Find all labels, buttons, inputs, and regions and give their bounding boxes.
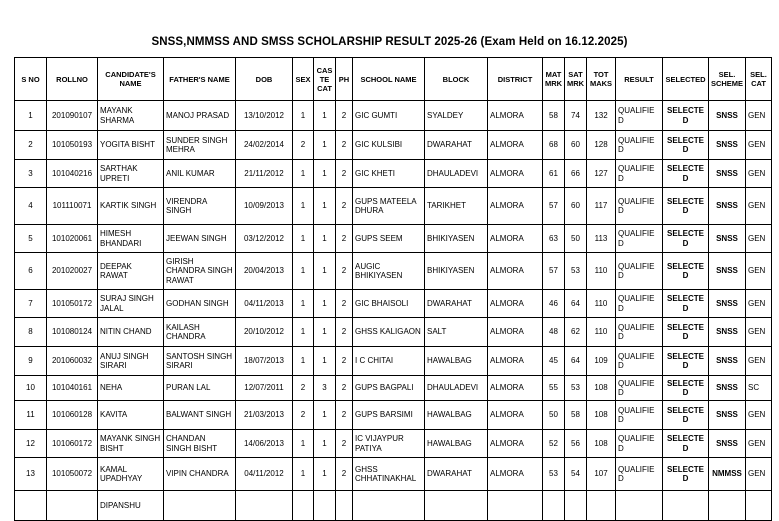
cell-tot_maks: 110: [587, 318, 616, 347]
cell-sno: 9: [15, 347, 47, 376]
cell-candidate_name: KARTIK SINGH: [98, 188, 164, 225]
table-header: [15, 58, 772, 101]
cell-father_name: [164, 491, 236, 521]
cell-district: ALMORA: [488, 376, 543, 401]
cell-mat_mrk: 57: [543, 253, 565, 290]
cell-block: DWARAHAT: [425, 290, 488, 318]
cell-dob: 20/10/2012: [236, 318, 293, 347]
cell-candidate_name: SARTHAK UPRETI: [98, 160, 164, 188]
cell-rollno: 101060128: [47, 401, 98, 430]
cell-sno: 7: [15, 290, 47, 318]
cell-sel_scheme: SNSS: [709, 347, 746, 376]
table-row: [15, 101, 772, 131]
cell-result: QUALIFIED: [616, 430, 663, 458]
cell-caste_cat: [314, 491, 336, 521]
cell-sex: 1: [293, 188, 314, 225]
cell-tot_maks: 127: [587, 160, 616, 188]
cell-sno: 6: [15, 253, 47, 290]
table-row: [15, 160, 772, 188]
cell-district: ALMORA: [488, 318, 543, 347]
cell-sno: 5: [15, 225, 47, 253]
cell-school_name: GUPS SEEM: [353, 225, 425, 253]
cell-sno: 2: [15, 131, 47, 160]
cell-caste_cat: 1: [314, 101, 336, 131]
cell-selected: SELECTED: [663, 101, 709, 131]
cell-candidate_name: SURAJ SINGH JALAL: [98, 290, 164, 318]
cell-school_name: AUGIC BHIKIYASEN: [353, 253, 425, 290]
cell-sex: 1: [293, 290, 314, 318]
cell-selected: SELECTED: [663, 347, 709, 376]
col-header-sat_mrk: SAT MRK: [565, 58, 587, 101]
cell-school_name: GHSS KALIGAON: [353, 318, 425, 347]
cell-mat_mrk: 57: [543, 188, 565, 225]
col-header-sex: SEX: [293, 58, 314, 101]
cell-result: QUALIFIED: [616, 318, 663, 347]
cell-result: QUALIFIED: [616, 225, 663, 253]
col-header-selected: SELECTED: [663, 58, 709, 101]
cell-district: ALMORA: [488, 225, 543, 253]
cell-caste_cat: 1: [314, 290, 336, 318]
cell-result: QUALIFIED: [616, 458, 663, 491]
cell-sel_cat: GEN: [746, 253, 772, 290]
cell-sel_cat: SC: [746, 376, 772, 401]
cell-tot_maks: 110: [587, 253, 616, 290]
cell-rollno: 101020061: [47, 225, 98, 253]
cell-ph: 2: [336, 188, 353, 225]
cell-block: TARIKHET: [425, 188, 488, 225]
cell-sel_scheme: SNSS: [709, 430, 746, 458]
header-row: [15, 58, 772, 101]
cell-rollno: 101110071: [47, 188, 98, 225]
cell-rollno: [47, 491, 98, 521]
cell-caste_cat: 1: [314, 225, 336, 253]
cell-candidate_name: MAYANK SINGH BISHT: [98, 430, 164, 458]
cell-candidate_name: ANUJ SINGH SIRARI: [98, 347, 164, 376]
cell-block: BHIKIYASEN: [425, 253, 488, 290]
table-row: [15, 318, 772, 347]
cell-mat_mrk: 48: [543, 318, 565, 347]
table-row: [15, 401, 772, 430]
cell-sel_cat: [746, 491, 772, 521]
cell-rollno: 101080124: [47, 318, 98, 347]
cell-result: QUALIFIED: [616, 376, 663, 401]
col-header-mat_mrk: MAT MRK: [543, 58, 565, 101]
cell-candidate_name: DIPANSHU: [98, 491, 164, 521]
cell-block: [425, 491, 488, 521]
cell-dob: 04/11/2012: [236, 458, 293, 491]
cell-caste_cat: 1: [314, 347, 336, 376]
table-row: [15, 430, 772, 458]
cell-sel_cat: GEN: [746, 290, 772, 318]
page-title: SNSS,NMMSS AND SMSS SCHOLARSHIP RESULT 2025-26 (Exam Held on 16.12.2025): [151, 36, 628, 48]
cell-sex: 1: [293, 318, 314, 347]
cell-block: HAWALBAG: [425, 401, 488, 430]
cell-rollno: 201060032: [47, 347, 98, 376]
table-row: [15, 253, 772, 290]
cell-rollno: 101040161: [47, 376, 98, 401]
table-row: [15, 347, 772, 376]
cell-ph: 2: [336, 458, 353, 491]
cell-father_name: CHANDAN SINGH BISHT: [164, 430, 236, 458]
cell-sex: 2: [293, 376, 314, 401]
cell-ph: 2: [336, 347, 353, 376]
cell-sex: 1: [293, 347, 314, 376]
cell-sel_scheme: NMMSS: [709, 458, 746, 491]
cell-candidate_name: DEEPAK RAWAT: [98, 253, 164, 290]
cell-district: ALMORA: [488, 430, 543, 458]
cell-sat_mrk: 56: [565, 430, 587, 458]
cell-sel_scheme: [709, 491, 746, 521]
cell-sel_scheme: SNSS: [709, 253, 746, 290]
cell-block: SYALDEY: [425, 101, 488, 131]
cell-school_name: GUPS BARSIMI: [353, 401, 425, 430]
table-row: [15, 376, 772, 401]
cell-caste_cat: 1: [314, 131, 336, 160]
cell-sel_cat: GEN: [746, 318, 772, 347]
cell-school_name: GIC KHETI: [353, 160, 425, 188]
cell-rollno: 101050172: [47, 290, 98, 318]
cell-ph: 2: [336, 290, 353, 318]
cell-district: [488, 491, 543, 521]
col-header-sno: S NO: [15, 58, 47, 101]
cell-selected: SELECTED: [663, 188, 709, 225]
cell-ph: 2: [336, 253, 353, 290]
cell-dob: 18/07/2013: [236, 347, 293, 376]
cell-block: DHAULADEVI: [425, 160, 488, 188]
cell-selected: SELECTED: [663, 160, 709, 188]
cell-tot_maks: 117: [587, 188, 616, 225]
cell-dob: 14/06/2013: [236, 430, 293, 458]
cell-caste_cat: 3: [314, 376, 336, 401]
cell-sel_cat: GEN: [746, 430, 772, 458]
cell-school_name: GHSS CHHATINAKHAL: [353, 458, 425, 491]
cell-rollno: 101040216: [47, 160, 98, 188]
cell-sel_scheme: SNSS: [709, 401, 746, 430]
cell-sat_mrk: 60: [565, 131, 587, 160]
cell-sel_cat: GEN: [746, 188, 772, 225]
cell-rollno: 101050193: [47, 131, 98, 160]
table-row: [15, 225, 772, 253]
col-header-candidate_name: CANDIDATE'S NAME: [98, 58, 164, 101]
cell-mat_mrk: 50: [543, 401, 565, 430]
table-body: [15, 101, 772, 521]
cell-ph: 2: [336, 160, 353, 188]
cell-ph: 2: [336, 131, 353, 160]
cell-caste_cat: 1: [314, 401, 336, 430]
cell-mat_mrk: 58: [543, 101, 565, 131]
cell-sno: 13: [15, 458, 47, 491]
col-header-tot_maks: TOT MAKS: [587, 58, 616, 101]
cell-father_name: BALWANT SINGH: [164, 401, 236, 430]
cell-sno: 12: [15, 430, 47, 458]
cell-sex: 2: [293, 131, 314, 160]
cell-school_name: [353, 491, 425, 521]
cell-block: BHIKIYASEN: [425, 225, 488, 253]
cell-district: ALMORA: [488, 188, 543, 225]
table-row: [15, 131, 772, 160]
cell-result: QUALIFIED: [616, 131, 663, 160]
cell-sno: [15, 491, 47, 521]
cell-caste_cat: 1: [314, 188, 336, 225]
cell-tot_maks: 128: [587, 131, 616, 160]
cell-block: DWARAHAT: [425, 458, 488, 491]
cell-caste_cat: 1: [314, 458, 336, 491]
cell-father_name: VIRENDRA SINGH: [164, 188, 236, 225]
cell-district: ALMORA: [488, 347, 543, 376]
cell-sno: 4: [15, 188, 47, 225]
cell-sel_cat: GEN: [746, 160, 772, 188]
cell-caste_cat: 1: [314, 253, 336, 290]
cell-sno: 1: [15, 101, 47, 131]
cell-district: ALMORA: [488, 131, 543, 160]
cell-result: QUALIFIED: [616, 401, 663, 430]
cell-sat_mrk: 62: [565, 318, 587, 347]
cell-sel_cat: GEN: [746, 101, 772, 131]
cell-tot_maks: 107: [587, 458, 616, 491]
cell-district: ALMORA: [488, 101, 543, 131]
cell-rollno: 201020027: [47, 253, 98, 290]
cell-tot_maks: 108: [587, 401, 616, 430]
cell-tot_maks: 109: [587, 347, 616, 376]
cell-sat_mrk: 50: [565, 225, 587, 253]
cell-sat_mrk: [565, 491, 587, 521]
cell-sel_cat: GEN: [746, 458, 772, 491]
cell-school_name: GIC KULSIBI: [353, 131, 425, 160]
cell-sel_scheme: SNSS: [709, 131, 746, 160]
cell-dob: 03/12/2012: [236, 225, 293, 253]
cell-selected: SELECTED: [663, 430, 709, 458]
cell-district: ALMORA: [488, 253, 543, 290]
cell-sex: 1: [293, 101, 314, 131]
cell-candidate_name: KAMAL UPADHYAY: [98, 458, 164, 491]
cell-father_name: GODHAN SINGH: [164, 290, 236, 318]
cell-result: QUALIFIED: [616, 253, 663, 290]
cell-tot_maks: 113: [587, 225, 616, 253]
results-table: [14, 57, 772, 521]
cell-dob: 10/09/2013: [236, 188, 293, 225]
cell-father_name: VIPIN CHANDRA: [164, 458, 236, 491]
col-header-result: RESULT: [616, 58, 663, 101]
cell-mat_mrk: 61: [543, 160, 565, 188]
cell-tot_maks: [587, 491, 616, 521]
cell-district: ALMORA: [488, 458, 543, 491]
cell-sex: 1: [293, 225, 314, 253]
cell-rollno: 201090107: [47, 101, 98, 131]
cell-school_name: GUPS MATEELA DHURA: [353, 188, 425, 225]
cell-father_name: JEEWAN SINGH: [164, 225, 236, 253]
cell-district: ALMORA: [488, 160, 543, 188]
cell-father_name: SUNDER SINGH MEHRA: [164, 131, 236, 160]
cell-sat_mrk: 60: [565, 188, 587, 225]
cell-mat_mrk: 63: [543, 225, 565, 253]
cell-rollno: 101050072: [47, 458, 98, 491]
cell-block: SALT: [425, 318, 488, 347]
cell-sno: 3: [15, 160, 47, 188]
col-header-district: DISTRICT: [488, 58, 543, 101]
cell-selected: SELECTED: [663, 290, 709, 318]
cell-sel_scheme: SNSS: [709, 160, 746, 188]
cell-father_name: PURAN LAL: [164, 376, 236, 401]
col-header-ph: PH: [336, 58, 353, 101]
col-header-school_name: SCHOOL NAME: [353, 58, 425, 101]
cell-sat_mrk: 64: [565, 347, 587, 376]
cell-father_name: KAILASH CHANDRA: [164, 318, 236, 347]
cell-sat_mrk: 54: [565, 458, 587, 491]
cell-selected: SELECTED: [663, 225, 709, 253]
cell-sel_cat: GEN: [746, 347, 772, 376]
cell-sat_mrk: 66: [565, 160, 587, 188]
cell-result: QUALIFIED: [616, 290, 663, 318]
cell-ph: 2: [336, 318, 353, 347]
cell-caste_cat: 1: [314, 430, 336, 458]
cell-school_name: IC VIJAYPUR PATIYA: [353, 430, 425, 458]
cell-ph: 2: [336, 430, 353, 458]
col-header-sel_cat: SEL. CAT: [746, 58, 772, 101]
cell-result: QUALIFIED: [616, 347, 663, 376]
cell-tot_maks: 110: [587, 290, 616, 318]
cell-sat_mrk: 53: [565, 253, 587, 290]
cell-dob: 13/10/2012: [236, 101, 293, 131]
cell-district: ALMORA: [488, 401, 543, 430]
cell-school_name: GIC GUMTI: [353, 101, 425, 131]
cell-district: ALMORA: [488, 290, 543, 318]
cell-candidate_name: YOGITA BISHT: [98, 131, 164, 160]
cell-ph: 2: [336, 101, 353, 131]
col-header-block: BLOCK: [425, 58, 488, 101]
cell-selected: SELECTED: [663, 458, 709, 491]
cell-rollno: 101060172: [47, 430, 98, 458]
cell-block: HAWALBAG: [425, 347, 488, 376]
cell-ph: [336, 491, 353, 521]
cell-selected: SELECTED: [663, 376, 709, 401]
cell-dob: 24/02/2014: [236, 131, 293, 160]
cell-sno: 11: [15, 401, 47, 430]
cell-result: QUALIFIED: [616, 188, 663, 225]
cell-school_name: GIC BHAISOLI: [353, 290, 425, 318]
col-header-father_name: FATHER'S NAME: [164, 58, 236, 101]
cell-sex: [293, 491, 314, 521]
cell-selected: [663, 491, 709, 521]
cell-dob: [236, 491, 293, 521]
cell-caste_cat: 1: [314, 160, 336, 188]
cell-dob: 21/03/2013: [236, 401, 293, 430]
cell-selected: SELECTED: [663, 401, 709, 430]
cell-sex: 1: [293, 458, 314, 491]
col-header-sel_scheme: SEL. SCHEME: [709, 58, 746, 101]
cell-result: QUALIFIED: [616, 160, 663, 188]
cell-sat_mrk: 64: [565, 290, 587, 318]
cell-dob: 20/04/2013: [236, 253, 293, 290]
cell-tot_maks: 108: [587, 376, 616, 401]
cell-candidate_name: HIMESH BHANDARI: [98, 225, 164, 253]
cell-dob: 21/11/2012: [236, 160, 293, 188]
cell-sex: 2: [293, 401, 314, 430]
cell-father_name: GIRISH CHANDRA SINGH RAWAT: [164, 253, 236, 290]
cell-sel_cat: GEN: [746, 131, 772, 160]
cell-candidate_name: NEHA: [98, 376, 164, 401]
cell-selected: SELECTED: [663, 253, 709, 290]
cell-sel_cat: GEN: [746, 401, 772, 430]
cell-candidate_name: KAVITA: [98, 401, 164, 430]
cell-sel_scheme: SNSS: [709, 225, 746, 253]
cell-block: HAWALBAG: [425, 430, 488, 458]
cell-ph: 2: [336, 376, 353, 401]
col-header-caste_cat: CAS TE CAT: [314, 58, 336, 101]
table-row: [15, 458, 772, 491]
cell-candidate_name: NITIN CHAND: [98, 318, 164, 347]
cell-sat_mrk: 58: [565, 401, 587, 430]
cell-mat_mrk: [543, 491, 565, 521]
cell-tot_maks: 132: [587, 101, 616, 131]
cell-selected: SELECTED: [663, 131, 709, 160]
cell-mat_mrk: 55: [543, 376, 565, 401]
cell-father_name: MANOJ PRASAD: [164, 101, 236, 131]
cell-father_name: ANIL KUMAR: [164, 160, 236, 188]
cell-mat_mrk: 53: [543, 458, 565, 491]
cell-sel_scheme: SNSS: [709, 290, 746, 318]
cell-sno: 10: [15, 376, 47, 401]
cell-caste_cat: 1: [314, 318, 336, 347]
cell-tot_maks: 108: [587, 430, 616, 458]
cell-sel_scheme: SNSS: [709, 376, 746, 401]
cell-sel_scheme: SNSS: [709, 188, 746, 225]
cell-block: DHAULADEVI: [425, 376, 488, 401]
cell-result: [616, 491, 663, 521]
cell-school_name: I C CHITAI: [353, 347, 425, 376]
cell-mat_mrk: 45: [543, 347, 565, 376]
table-row: [15, 290, 772, 318]
cell-ph: 2: [336, 225, 353, 253]
cell-selected: SELECTED: [663, 318, 709, 347]
cell-ph: 2: [336, 401, 353, 430]
cell-sat_mrk: 74: [565, 101, 587, 131]
cell-sel_scheme: SNSS: [709, 318, 746, 347]
cell-sel_scheme: SNSS: [709, 101, 746, 131]
cell-mat_mrk: 68: [543, 131, 565, 160]
cell-father_name: SANTOSH SINGH SIRARI: [164, 347, 236, 376]
cell-block: DWARAHAT: [425, 131, 488, 160]
table-row: [15, 188, 772, 225]
cell-result: QUALIFIED: [616, 101, 663, 131]
cell-sex: 1: [293, 430, 314, 458]
cell-mat_mrk: 46: [543, 290, 565, 318]
cell-dob: 04/11/2013: [236, 290, 293, 318]
cell-sex: 1: [293, 160, 314, 188]
cell-school_name: GUPS BAGPALI: [353, 376, 425, 401]
cell-mat_mrk: 52: [543, 430, 565, 458]
col-header-rollno: ROLLNO: [47, 58, 98, 101]
cell-sex: 1: [293, 253, 314, 290]
cell-sno: 8: [15, 318, 47, 347]
table-row: [15, 491, 772, 521]
col-header-dob: DOB: [236, 58, 293, 101]
cell-dob: 12/07/2011: [236, 376, 293, 401]
cell-candidate_name: MAYANK SHARMA: [98, 101, 164, 131]
cell-sat_mrk: 53: [565, 376, 587, 401]
cell-sel_cat: GEN: [746, 225, 772, 253]
